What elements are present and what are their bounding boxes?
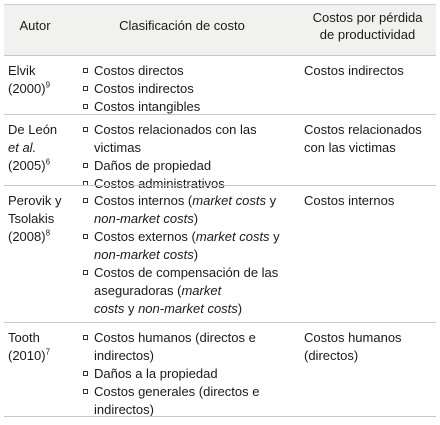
list-item: Daños a la propiedad <box>82 365 294 383</box>
table-bottom-rule <box>4 416 436 417</box>
list-item: Costos relacionados con las victimas <box>82 121 294 157</box>
autor-year: $(2010)^7$ <box>8 347 51 363</box>
autor-name: Perovik y <box>8 193 62 208</box>
checkbox-bullet-icon <box>83 104 88 109</box>
autor-name: De León <box>8 122 58 137</box>
row-autor <box>8 62 70 98</box>
checkbox-bullet-icon <box>83 198 88 203</box>
list-item: Costos humanos (directos e indirectos) <box>82 329 294 365</box>
list-item: Costos directos <box>82 62 294 80</box>
row-costos: Costos indirectos <box>304 63 404 78</box>
row-autor: Perovik y Tsolakis $(2008)^8$ <box>8 192 70 246</box>
table-header <box>4 4 436 55</box>
row-clasificacion <box>82 329 294 419</box>
checkbox-bullet-icon <box>83 389 88 394</box>
row-costos: Costos internos <box>304 193 395 208</box>
autor-year: $(2000)^9$ <box>8 80 51 96</box>
list-item: Costos externos (market costs y non-market costs) <box>82 228 294 264</box>
checkbox-bullet-icon <box>83 335 88 340</box>
cost-classification-table <box>4 4 436 418</box>
header-costos-productividad <box>299 9 436 43</box>
checkbox-bullet-icon <box>83 86 88 91</box>
table-row <box>4 185 436 322</box>
row-clasificacion <box>82 121 294 193</box>
table-row <box>4 55 436 114</box>
row-costos: Costos relacionados con las victimas <box>304 122 422 155</box>
autor-year: $(2008)^8$ <box>8 228 51 244</box>
table-row <box>4 322 436 418</box>
checkbox-bullet-icon <box>83 371 88 376</box>
row-costos: Costos humanos (directos) <box>304 330 402 363</box>
checkbox-bullet-icon <box>83 234 88 239</box>
autor-name: Tooth <box>8 330 40 345</box>
list-item: Costos de compensación de las aseguradoras (market costs y non-market costs) <box>82 264 294 318</box>
row-autor <box>8 329 70 365</box>
checkbox-bullet-icon <box>83 270 88 275</box>
autor-year: $(2005)^6$ <box>8 157 51 173</box>
list-item: Daños de propiedad <box>82 157 294 175</box>
list-item: Costos administrativos <box>82 175 294 193</box>
row-autor: De León et al. $(2005)^6$ <box>8 121 70 175</box>
header-clasificacion: Clasificación de costo <box>119 18 245 33</box>
checkbox-bullet-icon <box>83 68 88 73</box>
list-item: Costos indirectos <box>82 80 294 98</box>
list-item: Costos generales (directos e indirectos) <box>82 383 294 419</box>
autor-name: Elvik <box>8 63 36 78</box>
header-costos-line1: Costos por pérdida <box>312 10 423 25</box>
row-clasificacion <box>82 192 294 318</box>
table-row <box>4 114 436 191</box>
checkbox-bullet-icon <box>83 163 88 168</box>
checkbox-bullet-icon <box>83 127 88 132</box>
list-item: Costos intangibles <box>82 98 294 116</box>
list-item: Costos internos (market costs y non-market costs) <box>82 192 294 228</box>
header-autor: Autor <box>19 18 51 33</box>
row-clasificacion <box>82 62 294 116</box>
header-costos-line2: de productividad <box>319 27 416 42</box>
